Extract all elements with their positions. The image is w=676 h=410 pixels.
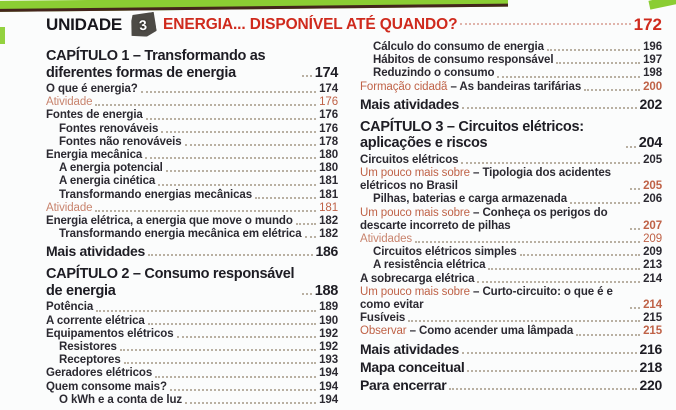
toc-row xyxy=(46,354,338,367)
toc-row xyxy=(360,273,662,286)
dotted-leader xyxy=(185,402,316,404)
toc-entry-label xyxy=(360,154,458,167)
toc-entry-text: – Curto-circuito: o que é e como evitar xyxy=(360,285,613,312)
toc-row xyxy=(46,175,338,188)
unit-title: ENERGIA... DISPONÍVEL ATÉ QUANDO? xyxy=(163,16,458,33)
toc-entry-text: – Tipologia dos acidentes elétricos no Brasil xyxy=(360,167,611,193)
toc-feature-prefix: Um pouco mais sobre xyxy=(360,285,470,298)
dotted-leader xyxy=(124,362,316,364)
dotted-leader xyxy=(161,131,316,133)
toc-entry-label xyxy=(46,341,117,354)
toc-entry-page: 186 xyxy=(315,243,338,260)
toc-row xyxy=(360,167,662,193)
toc-entry-page: 188 xyxy=(314,282,338,299)
dotted-leader xyxy=(95,210,316,212)
toc-entry-text: Transformando energia mecânica em elétrica xyxy=(59,228,302,241)
toc-entry-text: Reduzindo o consumo xyxy=(373,67,495,80)
dotted-leader xyxy=(177,336,317,338)
toc-row xyxy=(46,301,338,314)
toc-entry-page: 194 xyxy=(319,367,338,380)
dotted-leader xyxy=(255,197,316,199)
toc-entry-label xyxy=(360,233,412,246)
toc-entry-text: A sobrecarga elétrica xyxy=(360,272,475,285)
toc-row xyxy=(46,83,338,96)
toc-entry-label xyxy=(46,149,142,162)
toc-entry-page: 218 xyxy=(639,358,662,375)
toc-entry-text: Mais atividades xyxy=(360,340,459,357)
toc-entry-label xyxy=(46,202,92,215)
left-edge-tab xyxy=(0,27,5,44)
toc-row xyxy=(360,233,662,246)
toc-entry-page: 194 xyxy=(319,380,338,393)
toc-entry-label xyxy=(360,259,485,272)
toc-entry-text: Hábitos de consumo responsável xyxy=(373,54,554,67)
toc-entry-label xyxy=(46,215,293,228)
toc-entry-page: 180 xyxy=(319,162,338,175)
dotted-leader xyxy=(462,352,637,354)
dotted-leader xyxy=(155,376,316,378)
dotted-leader xyxy=(296,223,316,225)
toc-row xyxy=(46,189,338,202)
toc-entry-page: 209 xyxy=(643,233,662,246)
toc-row xyxy=(46,367,338,380)
toc-entry-label xyxy=(360,67,494,80)
dotted-leader xyxy=(576,334,640,336)
toc-entry-text: A corrente elétrica xyxy=(46,314,145,327)
toc-row xyxy=(46,381,338,394)
dotted-leader xyxy=(158,184,316,186)
toc-row xyxy=(360,154,662,167)
toc-entry-label xyxy=(360,341,459,357)
toc-columns xyxy=(0,39,676,407)
toc-entry-text: Mais atividades xyxy=(360,95,459,112)
toc-entry-page: 174 xyxy=(319,83,338,95)
toc-entry-page: 202 xyxy=(639,95,662,112)
toc-entry-label xyxy=(46,301,93,314)
toc-entry-text: Para encerrar xyxy=(360,376,447,393)
toc-row xyxy=(46,243,338,259)
dotted-leader xyxy=(630,188,640,190)
toc-entry-page: 213 xyxy=(643,259,662,272)
toc-entry-label xyxy=(360,81,581,94)
toc-entry-page: 189 xyxy=(319,301,338,314)
toc-entry-label xyxy=(46,96,92,109)
toc-entry-text: CAPÍTULO 1 – Transformando as diferentes formas de energia xyxy=(46,48,266,81)
toc-entry-label xyxy=(360,377,446,393)
toc-entry-text: Circuitos elétricos xyxy=(360,153,459,166)
toc-entry-page: 215 xyxy=(643,325,662,338)
toc-row xyxy=(46,109,338,122)
toc-entry-label xyxy=(360,193,567,206)
toc-row xyxy=(46,202,338,215)
dotted-leader xyxy=(547,49,640,51)
toc-entry-text: Cálculo do consumo de energia xyxy=(373,41,544,53)
toc-entry-label xyxy=(46,136,182,149)
toc-row xyxy=(46,149,338,162)
toc-entry-page: 215 xyxy=(643,312,662,325)
toc-entry-page: 181 xyxy=(319,201,338,214)
toc-column-right xyxy=(360,41,662,407)
toc-entry-page: 181 xyxy=(319,188,338,201)
unit-label: UNIDADE xyxy=(46,15,123,34)
toc-entry-text: CAPÍTULO 2 – Consumo responsável de energia xyxy=(46,266,295,299)
toc-row xyxy=(360,96,662,112)
toc-entry-page: 214 xyxy=(643,272,662,285)
toc-entry-page: 209 xyxy=(643,246,662,259)
toc-row xyxy=(360,325,662,338)
toc-entry-text: Energia elétrica, a energia que move o mundo xyxy=(46,215,293,228)
toc-entry-page: 190 xyxy=(319,314,338,327)
toc-entry-label xyxy=(46,354,121,367)
toc-entry-label xyxy=(360,273,474,286)
toc-entry-page: 194 xyxy=(319,393,338,406)
toc-row xyxy=(360,41,662,54)
toc-entry-text: Mapa conceitual xyxy=(360,358,465,375)
toc-entry-page: 214 xyxy=(643,299,662,312)
dotted-leader xyxy=(497,76,640,78)
toc-row xyxy=(46,394,338,407)
toc-entry-page: 204 xyxy=(638,135,662,152)
toc-row xyxy=(46,228,338,241)
dotted-leader xyxy=(141,91,316,93)
toc-entry-page: 207 xyxy=(643,219,662,232)
toc-entry-text: Resistores xyxy=(59,341,117,354)
dotted-leader xyxy=(570,202,640,204)
dotted-leader xyxy=(302,75,312,77)
toc-row xyxy=(360,259,662,272)
toc-entry-label xyxy=(360,359,464,375)
toc-entry-page: 192 xyxy=(319,341,338,354)
toc-feature-prefix: Formação cidadã xyxy=(360,80,448,93)
toc-entry-label xyxy=(46,83,138,96)
toc-entry-page: 205 xyxy=(643,180,662,193)
toc-entry-text: Pilhas, baterias e carga armazenada xyxy=(373,193,568,206)
toc-entry-page: 178 xyxy=(319,135,338,148)
toc-row xyxy=(360,359,662,375)
toc-entry-page: 181 xyxy=(319,175,338,188)
toc-entry-text: O kWh e a conta de luz xyxy=(59,393,183,406)
toc-entry-page: 196 xyxy=(643,41,662,53)
dotted-leader xyxy=(166,170,316,172)
toc-entry-label xyxy=(360,207,627,233)
dotted-leader xyxy=(520,254,640,256)
toc-row xyxy=(360,207,662,233)
toc-entry-text: Receptores xyxy=(59,354,121,367)
toc-row xyxy=(360,246,662,259)
toc-entry-text: A resistência elétrica xyxy=(373,259,486,272)
toc-entry-text: Potência xyxy=(46,301,94,314)
toc-entry-label xyxy=(46,109,143,122)
toc-column-left xyxy=(46,41,338,407)
toc-row xyxy=(360,286,662,312)
dotted-leader xyxy=(460,23,630,25)
toc-row xyxy=(360,341,662,357)
toc-entry-text: Atividades xyxy=(360,233,413,246)
toc-entry-page: 174 xyxy=(314,64,338,81)
dotted-leader xyxy=(477,281,640,283)
dotted-leader xyxy=(148,323,316,325)
toc-entry-page: 182 xyxy=(319,228,338,241)
toc-entry-text: Fontes renováveis xyxy=(59,122,159,135)
toc-entry-page: 216 xyxy=(639,340,662,357)
toc-entry-label xyxy=(46,394,182,407)
toc-feature-prefix: Um pouco mais sobre xyxy=(360,167,470,180)
toc-entry-label xyxy=(46,315,145,328)
toc-entry-label xyxy=(46,243,145,259)
dotted-leader xyxy=(96,310,316,312)
dotted-leader xyxy=(415,241,640,243)
toc-entry-label xyxy=(360,246,517,259)
toc-entry-label xyxy=(46,162,163,175)
dotted-leader xyxy=(146,118,316,120)
toc-entry-text: – Como acender uma lâmpada xyxy=(406,325,574,338)
toc-entry-label xyxy=(360,54,553,67)
toc-entry-label xyxy=(360,286,627,312)
dotted-leader xyxy=(626,146,636,148)
toc-entry-label xyxy=(360,312,405,325)
toc-entry-text: A energia potencial xyxy=(59,162,163,175)
toc-entry-page: 176 xyxy=(319,122,338,135)
dotted-leader xyxy=(461,162,640,164)
dotted-leader xyxy=(185,144,317,146)
toc-entry-text: Atividade xyxy=(46,96,93,109)
toc-entry-text: Energia mecânica xyxy=(46,149,143,162)
toc-row xyxy=(46,315,338,328)
toc-entry-page: 193 xyxy=(319,354,338,367)
toc-entry-label xyxy=(46,381,167,394)
dotted-leader xyxy=(302,293,312,295)
toc-entry-label xyxy=(360,96,459,112)
toc-feature-prefix: Observar xyxy=(360,325,407,338)
toc-entry-text: – Conheça os perigos do descarte incorreto de pilhas xyxy=(360,206,608,232)
toc-entry-label xyxy=(46,367,152,380)
toc-row xyxy=(46,48,338,81)
toc-row xyxy=(360,54,662,67)
toc-entry-label xyxy=(46,48,299,81)
toc-row xyxy=(360,377,662,393)
toc-row xyxy=(46,162,338,175)
toc-entry-label xyxy=(360,119,623,152)
toc-entry-page: 220 xyxy=(639,376,662,393)
dotted-leader xyxy=(148,254,313,256)
toc-entry-page: 180 xyxy=(319,149,338,162)
dotted-leader xyxy=(170,389,316,391)
toc-entry-text: Quem consome mais? xyxy=(46,380,167,393)
toc-entry-text: Atividade xyxy=(46,201,93,214)
toc-entry-page: 176 xyxy=(319,109,338,122)
toc-entry-label xyxy=(360,41,544,54)
toc-entry-text: Equipamentos elétricos xyxy=(46,327,174,340)
toc-entry-label xyxy=(360,325,573,338)
toc-entry-page: 176 xyxy=(319,96,338,109)
unit-number-badge xyxy=(129,12,157,39)
toc-entry-label xyxy=(46,189,252,202)
toc-entry-page: 200 xyxy=(643,80,662,93)
dotted-leader xyxy=(630,228,640,230)
dotted-leader xyxy=(630,307,640,309)
toc-row xyxy=(46,136,338,149)
toc-row xyxy=(46,266,338,299)
dotted-leader xyxy=(467,370,636,372)
toc-entry-label xyxy=(46,175,155,188)
dotted-leader xyxy=(556,62,640,64)
dotted-leader xyxy=(145,157,316,159)
toc-row xyxy=(46,123,338,136)
toc-row xyxy=(360,193,662,206)
dotted-leader xyxy=(408,320,640,322)
dotted-leader xyxy=(488,268,640,270)
toc-row xyxy=(360,81,662,94)
toc-row xyxy=(46,215,338,228)
toc-entry-page: 192 xyxy=(319,327,338,340)
dotted-leader xyxy=(449,388,636,390)
toc-entry-text: A energia cinética xyxy=(59,175,156,188)
dotted-leader xyxy=(584,89,640,91)
toc-entry-text: Fontes de energia xyxy=(46,109,143,122)
toc-entry-text: O que é energia? xyxy=(46,83,138,95)
toc-row xyxy=(360,312,662,325)
toc-row xyxy=(46,328,338,341)
toc-entry-label xyxy=(360,167,627,193)
toc-entry-text: Circuitos elétricos simples xyxy=(373,246,517,259)
unit-page-number: 172 xyxy=(633,15,662,34)
toc-entry-page: 182 xyxy=(319,215,338,228)
toc-entry-page: 206 xyxy=(643,193,662,206)
toc-entry-text: Transformando energias mecânicas xyxy=(59,188,253,201)
dotted-leader xyxy=(462,107,637,109)
dotted-leader xyxy=(305,236,317,238)
dotted-leader xyxy=(120,349,316,351)
toc-row xyxy=(46,341,338,354)
dotted-leader xyxy=(95,104,316,106)
toc-row xyxy=(360,119,662,152)
toc-feature-prefix: Um pouco mais sobre xyxy=(360,206,470,219)
toc-entry-text: Geradores elétricos xyxy=(46,367,153,380)
toc-entry-page: 205 xyxy=(643,153,662,166)
unit-number: 3 xyxy=(138,16,148,34)
toc-entry-page: 198 xyxy=(643,67,662,80)
toc-entry-label xyxy=(46,228,302,241)
toc-row xyxy=(46,96,338,109)
toc-entry-text: – As bandeiras tarifárias xyxy=(447,80,582,93)
toc-entry-text: Fontes não renováveis xyxy=(59,135,182,148)
toc-entry-label xyxy=(46,328,174,341)
toc-entry-text: CAPÍTULO 3 – Circuitos elétricos: aplicações e riscos xyxy=(360,118,584,152)
toc-entry-text: Mais atividades xyxy=(46,243,145,260)
toc-entry-label xyxy=(46,123,158,136)
toc-entry-page: 197 xyxy=(643,54,662,67)
toc-entry-text: Fusíveis xyxy=(360,312,406,325)
toc-entry-label xyxy=(46,266,299,299)
toc-row xyxy=(360,67,662,80)
